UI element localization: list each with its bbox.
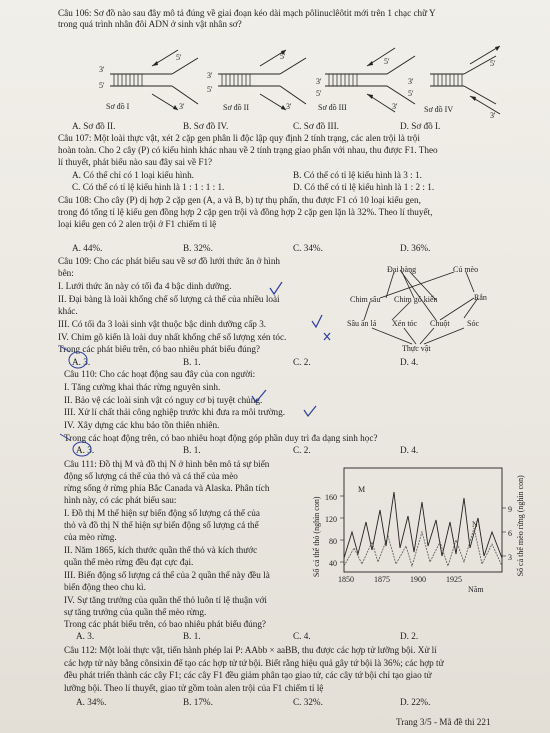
x-tick-1875: 1875: [374, 575, 390, 584]
y-left-tick-80: 80: [329, 537, 337, 546]
q110-stem: Câu 110: Cho các hoạt động sau đây của con người:: [64, 369, 256, 379]
web-chim-sau: Chim sâu: [350, 295, 381, 304]
diagram-3-caption: Sơ đồ III: [318, 103, 347, 112]
diagram-2-caption: Sơ đồ II: [223, 103, 250, 112]
q110-option-a[interactable]: A. 3.: [76, 445, 95, 455]
q111-line-2: động số lượng cá thể của thỏ và cá thể của mèo: [64, 471, 238, 481]
diagram-1-caption: Sơ đồ I: [106, 102, 130, 111]
web-dai-bang: Đại bàng: [387, 265, 417, 274]
web-sau-an-la: Sâu ăn lá: [347, 319, 377, 328]
q109-statement-4: IV. Chim gõ kiến là loài duy nhất khống chế số lượng xén tóc.: [58, 332, 287, 342]
q112-line-3: đều phát triển thành các cây F1; các cây F1 đều giảm phân tạo giao tử, các cây tứ bội chỉ tạo giao tử: [64, 670, 432, 680]
q109-ask: Trong các phát biểu trên, có bao nhiêu phát biểu đúng?: [58, 344, 260, 354]
q111-line-7: của mèo rừng.: [64, 532, 117, 542]
q112-option-c[interactable]: C. 32%.: [293, 697, 323, 707]
q106-option-b[interactable]: B. Sơ đồ IV.: [183, 121, 229, 131]
x-tick-1925: 1925: [446, 575, 462, 584]
q112-line-2: các hợp tử này bằng cônsixin để tạo các hợp tử tứ bội. Biết rằng hiệu quả gây tứ bội là 36%; các hợp tử: [64, 658, 444, 668]
q111-option-b[interactable]: B. 1.: [183, 631, 201, 641]
q109-option-c[interactable]: C. 2.: [293, 357, 311, 367]
q111-line-3: rừng sống ở rừng phía Bắc Canada và Alaska. Phân tích: [64, 483, 270, 493]
q107-option-d[interactable]: D. Có thể có tỉ lệ kiểu hình là 1 : 2 : 1.: [293, 182, 435, 192]
q107-stem-3: lí thuyết, phát biểu nào sau đây sai về F1?: [58, 157, 213, 167]
q106-option-d[interactable]: D. Sơ đồ I.: [400, 121, 441, 131]
q109-option-a[interactable]: A. 3.: [72, 357, 91, 367]
x-tick-1900: 1900: [410, 575, 426, 584]
q111-line-11: biến động theo chu kì.: [64, 582, 146, 592]
q111-line-5: I. Đồ thị M thể hiện sự biến động số lượng cá thể của: [64, 508, 260, 518]
q111-option-d[interactable]: D. 2.: [400, 631, 419, 641]
y-left-tick-160: 160: [325, 493, 337, 502]
d4-right-bottom: 3': [490, 111, 496, 120]
q110-statement-1: I. Tăng cường khai thác rừng nguyên sinh.: [64, 382, 221, 392]
q106-option-c[interactable]: C. Sơ đồ III.: [293, 121, 339, 131]
series-label-m: M: [358, 485, 366, 494]
page-footer: Trang 3/5 - Mã đề thi 221: [396, 717, 491, 727]
q108-option-a[interactable]: A. 44%.: [72, 243, 103, 253]
web-chim-go-kien: Chim gõ kiến: [394, 295, 438, 304]
q108-option-b[interactable]: B. 32%.: [183, 243, 213, 253]
x-axis-label: Năm: [468, 585, 484, 594]
series-label-n: N: [472, 520, 478, 529]
q108-option-c[interactable]: C. 34%.: [293, 243, 323, 253]
q112-option-a[interactable]: A. 34%.: [76, 697, 107, 707]
d3-left-top: 3': [316, 77, 322, 86]
q110-statement-3: III. Xử lí chất thải công nghiệp trước khi đưa ra môi trường.: [64, 407, 285, 417]
q112-line-4: lưỡng bội. Theo lí thuyết, giao tử gồm toàn alen trội của F1 chiếm tỉ lệ: [64, 683, 324, 693]
q108-stem-2: trong đó tổng tỉ lệ kiểu gen đồng hợp 2 cặp gen trội và đồng hợp 2 cặp gen lặn là 32%. Theo lí thuyết,: [58, 207, 433, 217]
q106-stem-1: Câu 106: Sơ đồ nào sau đây mô tả đúng về giai đoạn kéo dài mạch pôlinuclêôtit mới trên 1 chạc chữ Y: [58, 8, 436, 18]
q112-option-b[interactable]: B. 17%.: [183, 697, 213, 707]
d3-left-bottom: 5': [316, 89, 322, 98]
web-ran: Rắn: [474, 293, 487, 302]
x-tick-1850: 1850: [338, 575, 354, 584]
y-left-tick-120: 120: [325, 515, 337, 524]
y-right-tick-9: 9: [508, 505, 512, 514]
y-left-tick-40: 40: [329, 559, 337, 568]
q111-line-6: thỏ và đồ thị N thể hiện sự biến động số lượng cá thể: [64, 520, 259, 530]
q106-option-a[interactable]: A. Sơ đồ II.: [72, 121, 116, 131]
q109-option-d[interactable]: D. 4.: [400, 357, 419, 367]
diagram-4-caption: Sơ đồ IV: [424, 105, 454, 114]
q110-ask: Trong các hoạt động trên, có bao nhiêu hoạt động góp phần duy trì đa dạng sinh học?: [64, 433, 378, 443]
q112-option-d[interactable]: D. 22%.: [400, 697, 431, 707]
d2-right-top: 5': [280, 52, 286, 61]
q109-option-b[interactable]: B. 1.: [183, 357, 201, 367]
q110-option-d[interactable]: D. 4.: [400, 445, 419, 455]
q109-statement-3: III. Có tối đa 3 loài sinh vật thuộc bậc dinh dưỡng cấp 3.: [58, 319, 267, 329]
q107-option-a[interactable]: A. Có thể chỉ có 1 loại kiểu hình.: [72, 170, 194, 180]
q111-line-4: hình này, có các phát biểu sau:: [64, 495, 177, 505]
q109-stem-1: Câu 109: Cho các phát biểu sau về sơ đồ lưới thức ăn ở hình: [58, 256, 281, 266]
q110-statement-4: IV. Xây dựng các khu bảo tồn thiên nhiên.: [64, 420, 220, 430]
q111-option-a[interactable]: A. 3.: [76, 631, 95, 641]
web-thuc-vat: Thực vật: [402, 344, 431, 353]
y-left-axis-label: Số cá thể thỏ (nghìn con): [312, 496, 322, 578]
q111-ask: Trong các phát biểu trên, có bao nhiêu phát biểu đúng?: [64, 619, 266, 629]
q109-statement-1: I. Lưới thức ăn này có tối đa 4 bậc dinh dưỡng.: [58, 281, 232, 291]
q106-stem-2: trong quá trình nhân đôi ADN ở sinh vật nhân sơ?: [58, 19, 242, 29]
d2-left-bottom: 5': [207, 85, 213, 94]
q107-stem-2: hoàn toàn. Cho 2 cây (P) có kiểu hình khác nhau về 2 tính trạng giao phấn với nhau, thu được F1. Theo: [58, 145, 438, 155]
d3-right-bottom: 3': [392, 102, 398, 111]
q111-line-13: sự tăng trưởng của quần thể mèo rừng.: [64, 607, 207, 617]
q112-line-1: Câu 112: Một loài thực vật, tiến hành phép lai P: AAbb × aaBB, thu được các hợp tử lưỡng bội. Xử lí: [64, 645, 437, 655]
q110-option-c[interactable]: C. 2.: [293, 445, 311, 455]
q108-stem-3: loại kiểu gen có 2 alen trội ở F1 chiếm tỉ lệ: [58, 219, 217, 229]
q111-line-8: II. Năm 1865, kích thước quần thể thỏ và kích thước: [64, 545, 258, 555]
q111-line-1: Câu 111: Đồ thị M và đồ thị N ở hình bên mô tả sự biến: [64, 459, 270, 469]
y-right-tick-3: 3: [508, 553, 512, 562]
q107-stem-1: Câu 107: Một loài thực vật, xét 2 cặp gen phân li độc lập quy định 2 tính trạng, các alen trội là trội: [58, 133, 420, 143]
q108-option-d[interactable]: D. 36%.: [400, 243, 431, 253]
d4-right-top: 5': [490, 59, 496, 68]
q111-line-12: IV. Sự tăng trưởng của quần thể thỏ luôn tỉ lệ thuận với: [64, 595, 267, 605]
web-soc: Sóc: [467, 319, 479, 328]
d4-left-bottom: 5': [408, 89, 414, 98]
web-xen-toc: Xén tóc: [392, 319, 418, 328]
web-cu-meo: Cú mèo: [453, 265, 479, 274]
q111-option-c[interactable]: C. 4.: [293, 631, 311, 641]
d1-left-top: 3': [99, 65, 105, 74]
q107-option-b[interactable]: B. Có thể có tỉ lệ kiểu hình là 3 : 1.: [293, 170, 422, 180]
q109-statement-2a: II. Đại bàng là loài khống chế số lượng cả thể của nhiều loài: [58, 294, 280, 304]
y-right-axis-label: Số cá thể mèo rừng (nghìn con): [516, 475, 526, 577]
q111-line-9: quần thể mèo rừng đều đạt cực đại.: [64, 557, 194, 567]
d1-right-top: 5': [176, 53, 182, 62]
d4-left-top: 3': [408, 77, 414, 86]
q109-statement-2b: khác.: [58, 306, 78, 316]
q110-statement-2: II. Bảo vệ các loài sinh vật có nguy cơ bị tuyệt chủng.: [64, 395, 263, 405]
q111-line-10: III. Biến động số lượng cá thể của 2 quần thể này đều là: [64, 570, 270, 580]
q110-option-b[interactable]: B. 1.: [183, 445, 201, 455]
q108-stem-1: Câu 108: Cho cây (P) dị hợp 2 cặp gen (A, a và B, b) tự thụ phấn, thu được F1 có 10 loại kiểu gen,: [58, 195, 421, 205]
d1-right-bottom: 3': [179, 102, 185, 111]
q109-stem-2: bên:: [58, 268, 74, 278]
d2-left-top: 3': [207, 71, 213, 80]
y-right-tick-6: 6: [508, 529, 512, 538]
q107-option-c[interactable]: C. Có thể có tỉ lệ kiểu hình là 1 : 1 : 1 : 1.: [72, 182, 225, 192]
d3-right-top: 5': [384, 57, 390, 66]
web-chuot: Chuột: [430, 319, 450, 328]
d1-left-bottom: 5': [99, 81, 105, 90]
d2-right-bottom: 3': [286, 102, 292, 111]
